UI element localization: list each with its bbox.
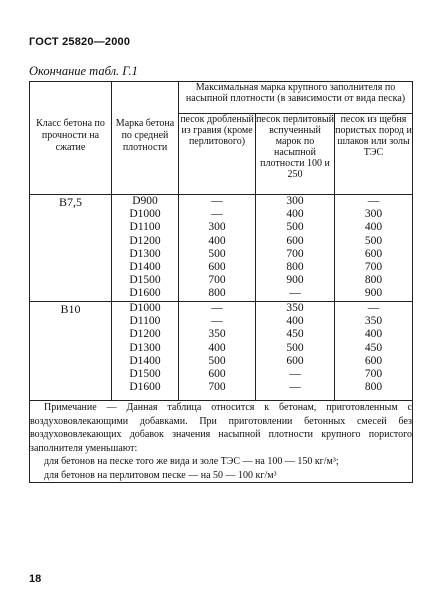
note-row <box>30 401 413 483</box>
value-cell: D1400 <box>129 261 161 274</box>
table-note <box>30 401 413 483</box>
value-cell: D1600 <box>129 381 161 394</box>
value-cell: D1400 <box>129 354 161 367</box>
value-column-c1 <box>179 302 256 401</box>
concrete-class-cell: В10 <box>30 302 112 401</box>
value-cell: — <box>211 195 223 207</box>
value-cell: — <box>211 302 223 314</box>
table-caption: Окончание табл. Г.1 <box>29 64 138 78</box>
page-number: 18 <box>29 573 42 585</box>
value-cell: D1500 <box>129 368 161 381</box>
value-cell: D1200 <box>129 328 161 341</box>
standard-header: ГОСТ 25820—2000 <box>29 36 131 48</box>
value-column-grades <box>112 302 179 401</box>
value-column-grades <box>112 195 179 302</box>
value-cell: D1300 <box>129 247 161 260</box>
value-cell: 450 <box>364 341 383 354</box>
value-cell: — <box>289 381 301 394</box>
value-cell: 800 <box>208 287 226 300</box>
table-row <box>30 195 413 302</box>
value-cell: 350 <box>286 302 304 314</box>
value-cell: 700 <box>208 274 226 287</box>
value-cell: 600 <box>364 247 383 260</box>
value-cell: 600 <box>286 234 304 247</box>
value-cell: D1500 <box>129 274 161 287</box>
header-grade: Марка бетона по средней плотности <box>112 82 179 195</box>
concrete-table <box>29 81 413 483</box>
value-cell: 700 <box>364 368 383 381</box>
value-column-c2 <box>256 195 335 302</box>
value-cell: 400 <box>364 328 383 341</box>
value-column-c3 <box>335 195 413 302</box>
value-cell: — <box>367 302 380 314</box>
value-cell: 350 <box>208 328 226 341</box>
value-cell: — <box>289 287 301 300</box>
value-cell: 500 <box>286 221 304 234</box>
value-cell: D1100 <box>129 221 161 234</box>
value-cell: D1600 <box>129 287 161 300</box>
value-cell: 300 <box>208 221 226 234</box>
value-cell: 600 <box>208 368 226 381</box>
note-paragraph: для бетонов на песке того же вида и золе ТЭС — на 100 — 150 кг/м³; <box>44 456 339 467</box>
value-cell: 400 <box>208 234 226 247</box>
value-cell: 300 <box>364 208 383 221</box>
value-cell: — <box>367 195 380 207</box>
value-cell: 400 <box>364 221 383 234</box>
value-cell: 450 <box>286 328 304 341</box>
value-cell: 800 <box>364 381 383 394</box>
value-cell: 400 <box>286 315 304 328</box>
value-column-c2 <box>256 302 335 401</box>
header-sand-porous: песок из щебня пористых пород и шлаков или золы ТЭС <box>335 114 413 195</box>
value-cell: 900 <box>286 274 304 287</box>
header-sand-crushed: песок дробленый из гравия (кроме перлитового) <box>179 114 256 195</box>
value-cell: 350 <box>364 315 383 328</box>
value-cell: D900 <box>132 195 158 207</box>
value-cell: 600 <box>208 261 226 274</box>
header-class: Класс бетона по прочности на сжатие <box>30 82 112 195</box>
value-cell: 900 <box>364 287 383 300</box>
value-cell: 500 <box>208 354 226 367</box>
value-cell: 700 <box>208 381 226 394</box>
value-cell: 600 <box>286 354 304 367</box>
value-cell: 700 <box>364 261 383 274</box>
header-sand-perlite: песок перлитовый вспученный марок по насыпной плотности 100 и 250 <box>256 114 335 195</box>
value-cell: D1000 <box>129 302 161 314</box>
value-cell: 500 <box>208 247 226 260</box>
table-row <box>30 302 413 401</box>
value-column-c3 <box>335 302 413 401</box>
value-cell: 700 <box>286 247 304 260</box>
note-paragraph: для бетонов на перлитовом песке — на 50 — 100 кг/м³ <box>44 469 277 481</box>
note-paragraph: Примечание — Данная таблица относится к бетонам, приготовленным с воздухововлекающими добавками. При приготовлении бетонных смесей без воздухововлекающих добавок значения насыпной плотности крупного пористого заполнителя уменьшают: <box>30 402 412 454</box>
value-cell: 500 <box>364 234 383 247</box>
value-cell: — <box>211 315 223 328</box>
value-cell: 400 <box>208 341 226 354</box>
value-cell: D1100 <box>129 315 161 328</box>
value-cell: — <box>289 368 301 381</box>
value-cell: 800 <box>364 274 383 287</box>
header-max-grade: Максимальная марка крупного заполнителя по насыпной плотности (в зависимости от вида песка) <box>179 82 413 114</box>
value-cell: 300 <box>286 195 304 207</box>
value-cell: D1200 <box>129 234 161 247</box>
concrete-class-cell: В7,5 <box>30 195 112 302</box>
value-cell: — <box>211 208 223 221</box>
table-body <box>30 195 413 483</box>
value-cell: D1000 <box>129 208 161 221</box>
value-column-c1 <box>179 195 256 302</box>
value-cell: D1300 <box>129 341 161 354</box>
value-cell: 500 <box>286 341 304 354</box>
value-cell: 800 <box>286 261 304 274</box>
value-cell: 400 <box>286 208 304 221</box>
value-cell: 600 <box>364 354 383 367</box>
